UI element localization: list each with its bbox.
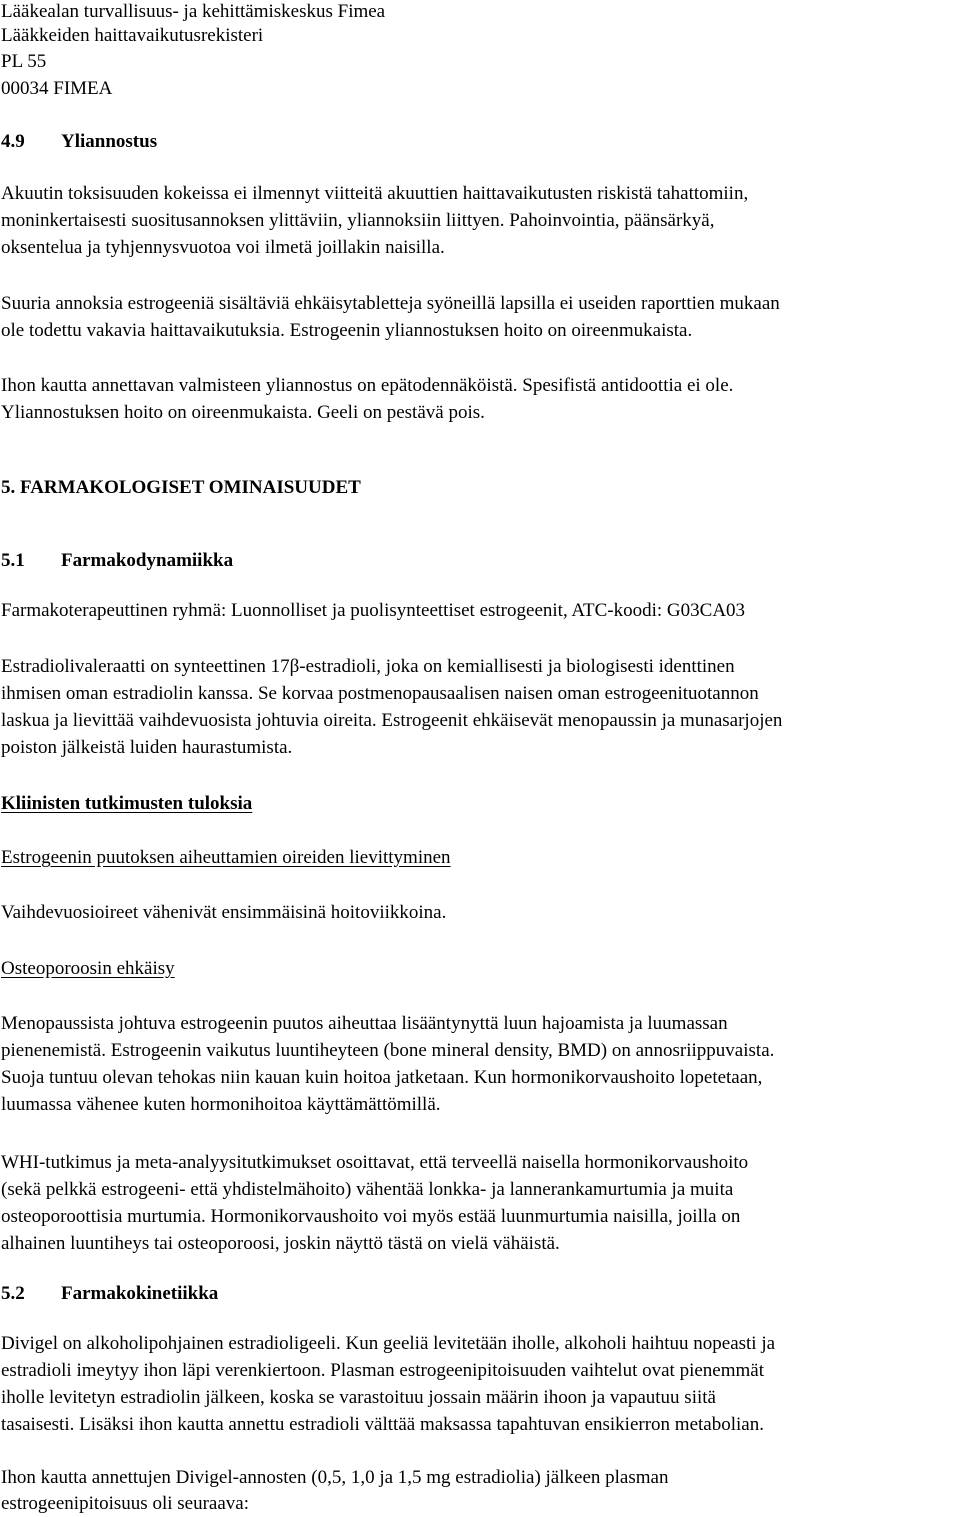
- paragraph-line: estradioli imeytyy ihon läpi verenkiertoon. Plasman estrogeenipitoisuuden vaihtelut ovat pienemmät: [1, 1360, 764, 1381]
- paragraph-line: Divigel on alkoholipohjainen estradioligeeli. Kun geeliä levitetään iholle, alkoholi haihtuu nopeasti ja: [1, 1333, 776, 1354]
- paragraph-line: Suuria annoksia estrogeeniä sisältäviä ehkäisytabletteja syöneillä lapsilla ei useiden raporttien mukaan: [1, 293, 780, 314]
- section-5-2-heading: [1, 1280, 218, 1307]
- paragraph-line: WHI-tutkimus ja meta-analyysitutkimukset osoittavat, että terveellä naisella hormonikorvaushoito: [1, 1152, 749, 1173]
- paragraph-line: Menopaussista johtuva estrogeenin puutos aiheuttaa lisääntynyttä luun hajoamista ja luumassan: [1, 1013, 728, 1034]
- paragraph-line: estrogeenipitoisuus oli seuraava:: [1, 1493, 249, 1514]
- section-number: 5.2: [1, 1283, 25, 1304]
- paragraph-line: oksentelua ja tyhjennysvuotoa voi ilmetä joillakin naisilla.: [1, 237, 445, 258]
- paragraph-line: (sekä pelkkä estrogeeni- että yhdistelmähoito) vähentää lonkka- ja lannerankamurtumia ja muita: [1, 1179, 734, 1200]
- paragraph-line: poiston jälkeistä luiden haurastumista.: [1, 737, 293, 758]
- address-line-2: Lääkkeiden haittavaikutusrekisteri: [1, 25, 264, 46]
- paragraph-line: Vaihdevuosioireet vähenivät ensimmäisinä hoitoviikkoina.: [1, 902, 447, 923]
- section-number: 5.1: [1, 550, 25, 571]
- paragraph-line: Farmakoterapeuttinen ryhmä: Luonnolliset ja puolisynteettiset estrogeenit, ATC-koodi: G03CA03: [1, 600, 746, 621]
- address-line-3: PL 55: [1, 51, 47, 72]
- section-4-9-heading: [1, 128, 157, 155]
- section-5-1-heading: [1, 547, 233, 574]
- address-line-1: Lääkealan turvallisuus- ja kehittämiskeskus Fimea: [1, 1, 386, 22]
- paragraph-line: Ihon kautta annettujen Divigel-annosten (0,5, 1,0 ja 1,5 mg estradiolia) jälkeen plasman: [1, 1467, 669, 1488]
- paragraph-line: laskua ja lievittää vaihdevuosista johtuvia oireita. Estrogeenit ehkäisevät menopaussin ja munasarjojen: [1, 710, 783, 731]
- clinical-results-heading: Kliinisten tutkimusten tuloksia: [1, 793, 253, 814]
- paragraph-line: ihmisen oman estradiolin kanssa. Se korvaa postmenopausaalisen naisen oman estrogeenituotannon: [1, 683, 759, 704]
- paragraph-line: iholle levitetyn estradiolin jälkeen, koska se varastoituu jossain määrin ihoon ja vapautuu siitä: [1, 1387, 716, 1408]
- paragraph-line: Yliannostuksen hoito on oireenmukaista. Geeli on pestävä pois.: [1, 402, 485, 423]
- subsection-heading: Estrogeenin puutoksen aiheuttamien oireiden lievittyminen: [1, 847, 451, 868]
- paragraph-line: Akuutin toksisuuden kokeissa ei ilmennyt viitteitä akuuttien haittavaikutusten riskistä tahattomiin,: [1, 183, 749, 204]
- paragraph-line: ole todettu vakavia haittavaikutuksia. Estrogeenin yliannostuksen hoito on oireenmukaista.: [1, 320, 693, 341]
- section-title: Yliannostus: [61, 131, 158, 152]
- section-number: 4.9: [1, 131, 25, 152]
- paragraph-line: Estradiolivaleraatti on synteettinen 17β-estradioli, joka on kemiallisesti ja biologisesti identtinen: [1, 656, 735, 677]
- paragraph-line: Suoja tuntuu olevan tehokas niin kauan kuin hoitoa jatketaan. Kun hormonikorvaushoito lopetetaan,: [1, 1067, 763, 1088]
- paragraph-line: tasaisesti. Lisäksi ihon kautta annettu estradioli välttää maksassa tapahtuvan ensikierron metabolian.: [1, 1414, 764, 1435]
- paragraph-line: alhainen luuntiheys tai osteoporoosi, joskin näyttö tästä on vielä vähäistä.: [1, 1233, 560, 1254]
- paragraph-line: pienenemistä. Estrogeenin vaikutus luuntiheyteen (bone mineral density, BMD) on annosriippuvaista.: [1, 1040, 775, 1061]
- address-line-4: 00034 FIMEA: [1, 78, 113, 99]
- paragraph-line: Ihon kautta annettavan valmisteen yliannostus on epätodennäköistä. Spesifistä antidoottia ei ole.: [1, 375, 734, 396]
- section-title: Farmakokinetiikka: [61, 1283, 219, 1304]
- subsection-heading: Osteoporoosin ehkäisy: [1, 958, 175, 979]
- section-title: Farmakodynamiikka: [61, 550, 234, 571]
- paragraph-line: moninkertaisesti suositusannoksen ylittäviin, yliannoksiin liittyen. Pahoinvointia, päänsärkyä,: [1, 210, 715, 231]
- paragraph-line: luumassa vähenee kuten hormonihoitoa käyttämättömillä.: [1, 1094, 441, 1115]
- paragraph-line: osteoporoottisia murtumia. Hormonikorvaushoito voi myös estää luunmurtumia naisilla, joilla on: [1, 1206, 741, 1227]
- section-5-heading: 5. FARMAKOLOGISET OMINAISUUDET: [1, 477, 361, 498]
